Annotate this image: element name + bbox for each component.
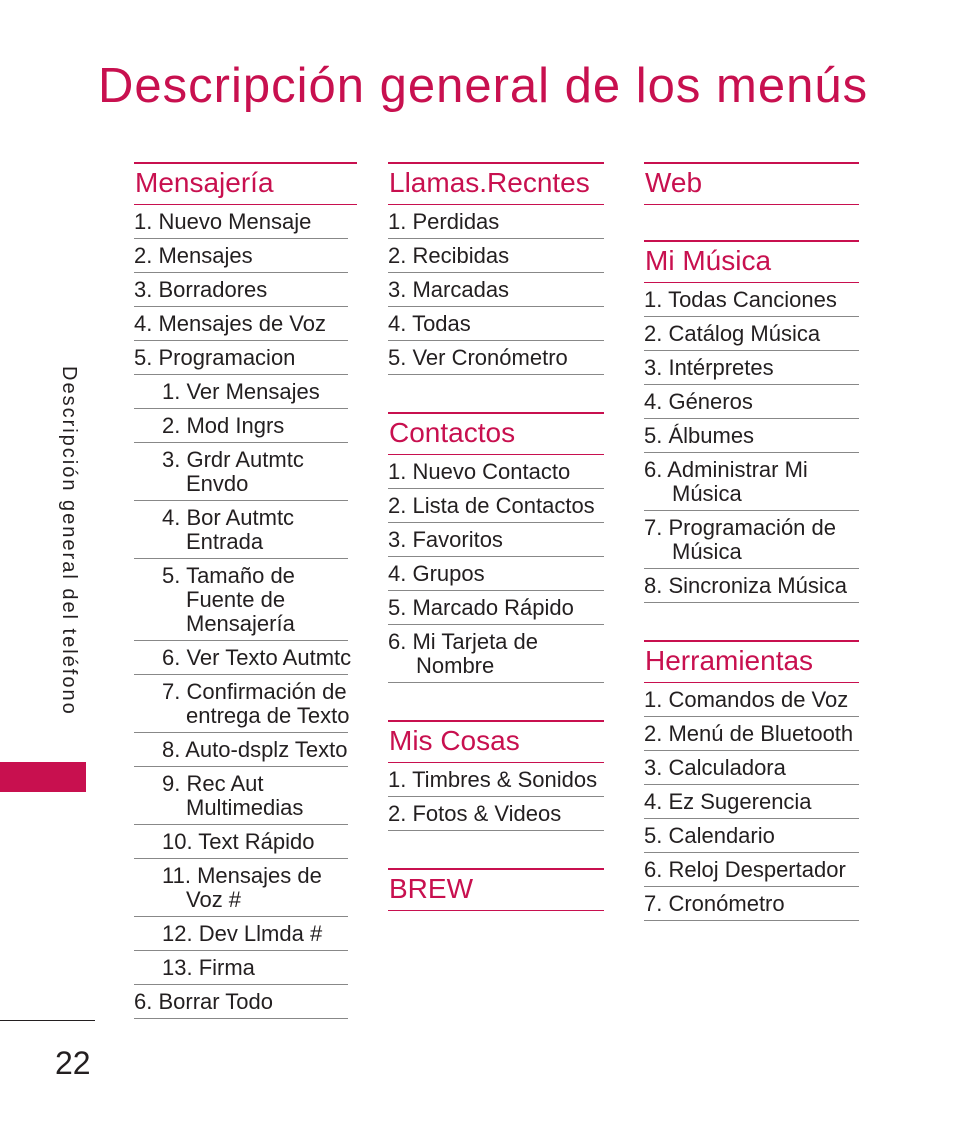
menu-item: 5. Calendario [644, 819, 859, 853]
submenu-item [134, 825, 348, 859]
section-mi-musica [644, 240, 859, 603]
section-brew [388, 868, 604, 911]
menu-item [644, 453, 859, 511]
menu-item-continuation: Voz # [186, 887, 242, 912]
menu-item-text: 5. Programacion [134, 345, 296, 370]
menu-item: 2. Lista de Contactos [388, 489, 604, 523]
mensajeria-list [134, 205, 352, 1019]
section-herramientas [644, 640, 859, 921]
submenu-item [134, 501, 348, 559]
menu-item: 4. Todas [388, 307, 604, 341]
section-heading-mis-cosas: Mis Cosas [388, 720, 604, 763]
menu-item: 1. Perdidas [388, 205, 604, 239]
submenu-item [134, 375, 348, 409]
section-heading-brew: BREW [388, 868, 604, 911]
menu-item-text: 1. Nuevo Mensaje [134, 209, 312, 234]
menu-item: 7. Cronómetro [644, 887, 859, 921]
menu-item-text: 7. Programación de [644, 515, 836, 540]
submenu-item [134, 409, 348, 443]
menu-item: 6. Reloj Despertador [644, 853, 859, 887]
section-web [644, 162, 859, 205]
menu-item-text: 12. Dev Llmda # [162, 921, 323, 946]
submenu-item [134, 859, 348, 917]
submenu-item [134, 641, 352, 675]
submenu-item [134, 917, 348, 951]
menu-item [134, 341, 348, 375]
menu-item-text: 4. Bor Autmtc [162, 505, 295, 530]
menu-item-text: 13. Firma [162, 955, 255, 980]
menu-item: 3. Intérpretes [644, 351, 859, 385]
column-1 [134, 162, 352, 1019]
section-contactos [388, 412, 604, 683]
column-2 [388, 162, 604, 911]
menu-item-continuation: Multimedias [186, 795, 304, 820]
submenu-item [134, 559, 348, 641]
section-heading-herramientas: Herramientas [644, 640, 859, 683]
menu-item: 3. Marcadas [388, 273, 604, 307]
menu-item [644, 511, 859, 569]
menu-item: 5. Álbumes [644, 419, 859, 453]
footer-divider [0, 1020, 95, 1021]
menu-item-text: 9. Rec Aut [162, 771, 264, 796]
page-number: 22 [55, 1045, 91, 1081]
menu-item-text: 4. Mensajes de Voz [134, 311, 327, 336]
menu-item: 4. Grupos [388, 557, 604, 591]
menu-item: 2. Fotos & Videos [388, 797, 604, 831]
menu-item-text: 10. Text Rápido [162, 829, 315, 854]
menu-item-continuation: entrega de Texto [186, 703, 350, 728]
menu-item: 4. Géneros [644, 385, 859, 419]
section-llamas-recntes [388, 162, 604, 375]
menu-item-continuation: Fuente de [186, 587, 286, 612]
menu-item: 1. Todas Canciones [644, 283, 859, 317]
section-heading-web: Web [644, 162, 859, 205]
submenu-item [134, 951, 348, 985]
menu-item [134, 205, 348, 239]
menu-item: 4. Ez Sugerencia [644, 785, 859, 819]
section-heading-llamas-recntes: Llamas.Recntes [388, 162, 604, 205]
menu-item-continuation: Entrada [186, 529, 264, 554]
page-title: Descripción general de los menús [98, 59, 869, 113]
side-section-label: Descripción general del teléfono [58, 366, 80, 716]
section-heading-contactos: Contactos [388, 412, 604, 455]
menu-item: 2. Catálog Música [644, 317, 859, 351]
menu-item-text: 6. Borrar Todo [134, 989, 274, 1014]
menu-item: 5. Marcado Rápido [388, 591, 604, 625]
submenu-item [134, 767, 348, 825]
menu-item-continuation: Música [672, 539, 742, 564]
menu-item: 2. Menú de Bluetooth [644, 717, 859, 751]
column-3 [644, 162, 859, 921]
menu-item-text: 11. Mensajes de [162, 863, 322, 888]
submenu-item [134, 733, 348, 767]
menu-item-text: 1. Ver Mensajes [162, 379, 320, 404]
menu-item [134, 307, 348, 341]
menu-item: 2. Recibidas [388, 239, 604, 273]
section-heading-mensajeria: Mensajería [134, 162, 357, 205]
menu-item-text: 2. Mod Ingrs [162, 413, 285, 438]
menu-item-text: 3. Borradores [134, 277, 268, 302]
section-mis-cosas [388, 720, 604, 831]
menu-item [134, 985, 348, 1019]
menu-item-continuation: Nombre [416, 653, 495, 678]
side-tab-marker [0, 762, 86, 792]
menu-item-continuation: Música [672, 481, 742, 506]
submenu-item [134, 443, 348, 501]
menu-item: 1. Timbres & Sonidos [388, 763, 604, 797]
menu-item-text: 3. Grdr Autmtc [162, 447, 304, 472]
menu-item [134, 273, 348, 307]
menu-item [388, 625, 604, 683]
section-mensajeria [134, 162, 352, 1019]
menu-item-continuation: Envdo [186, 471, 249, 496]
menu-item: 1. Comandos de Voz [644, 683, 859, 717]
menu-item-text: 8. Auto-dsplz Texto [162, 737, 348, 762]
menu-item [134, 239, 348, 273]
menu-item-continuation: Mensajería [186, 611, 295, 636]
menu-item: 3. Calculadora [644, 751, 859, 785]
menu-item-text: 6. Administrar Mi [644, 457, 808, 482]
menu-item-text: 5. Tamaño de [162, 563, 295, 588]
submenu-item [134, 675, 348, 733]
menu-item: 1. Nuevo Contacto [388, 455, 604, 489]
menu-item-text: 2. Mensajes [134, 243, 253, 268]
menu-item-text: 6. Mi Tarjeta de [388, 629, 539, 654]
menu-item-text: 7. Confirmación de [162, 679, 347, 704]
menu-item: 3. Favoritos [388, 523, 604, 557]
section-heading-mi-musica: Mi Música [644, 240, 859, 283]
menu-item: 8. Sincroniza Música [644, 569, 859, 603]
menu-item: 5. Ver Cronómetro [388, 341, 604, 375]
menu-item-text: 6. Ver Texto Autmtc [162, 645, 352, 670]
